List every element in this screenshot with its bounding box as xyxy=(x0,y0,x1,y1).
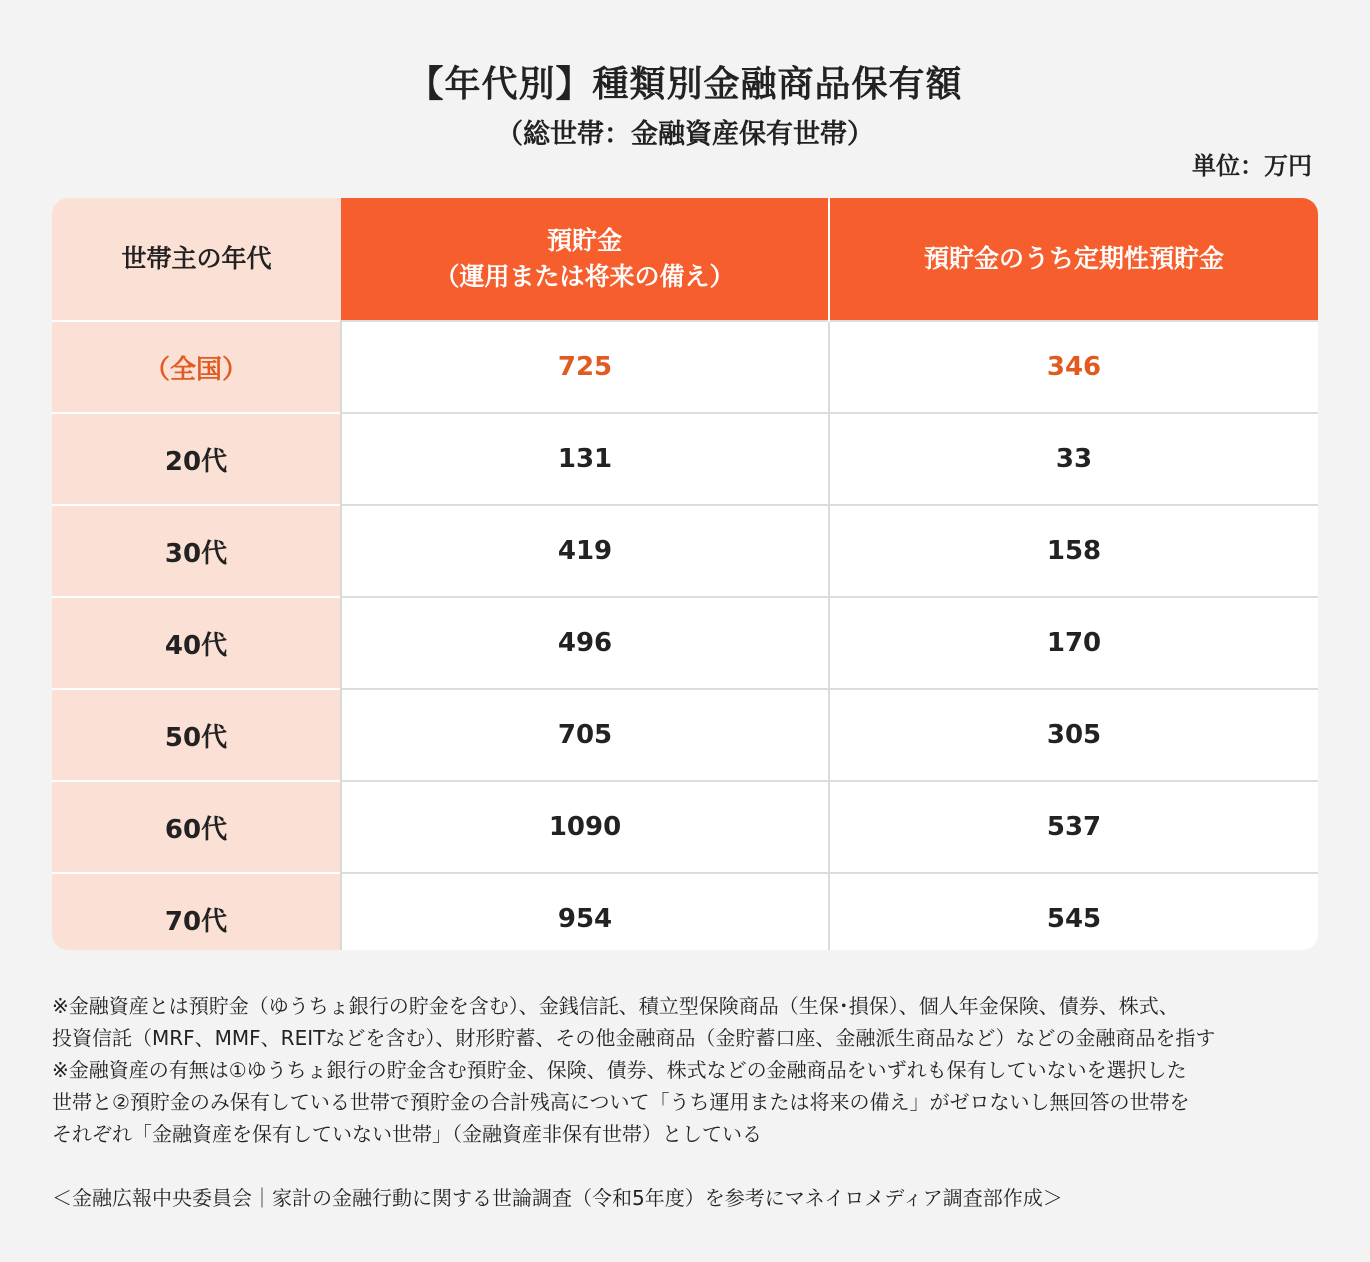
chart-subtitle: （総世帯：金融資産保有世帯） xyxy=(496,119,874,150)
time-deposits-cell: 305 xyxy=(829,689,1318,781)
unit-label: 単位：万円 xyxy=(1192,152,1312,180)
age-cell: 30代 xyxy=(52,505,341,597)
deposits-cell: 705 xyxy=(341,689,829,781)
deposits-cell: 1090 xyxy=(341,781,829,873)
deposits-cell: 131 xyxy=(341,413,829,505)
table-row-20s xyxy=(52,413,1318,505)
time-deposits-cell: 537 xyxy=(829,781,1318,873)
footnote-line: ※金融資産の有無は①ゆうちょ銀行の貯金含む預貯金、保険、債券、株式などの金融商品をいずれも保有していないを選択した xyxy=(52,1058,1187,1082)
header-deposits-label: 預貯金 xyxy=(546,226,622,255)
holdings-table-container xyxy=(52,198,1318,950)
table-row-60s xyxy=(52,781,1318,873)
footnote-line: 世帯と②預貯金のみ保有している世帯で預貯金の合計残高について「うち運用または将来の備え」がゼロないし無回答の世帯を xyxy=(52,1090,1190,1114)
time-deposits-cell: 170 xyxy=(829,597,1318,689)
footnotes xyxy=(52,990,1318,1150)
footnote-line: ※金融資産とは預貯金（ゆうちょ銀行の貯金を含む）、金銭信託、積立型保険商品（生保･損保）、個人年金保険、債券、株式、 xyxy=(52,994,1179,1018)
age-cell: 70代 xyxy=(52,873,341,950)
header-deposits xyxy=(341,198,829,321)
time-deposits-cell: 346 xyxy=(829,321,1318,413)
age-cell: 50代 xyxy=(52,689,341,781)
age-cell: （全国） xyxy=(52,321,341,413)
header-time-deposits xyxy=(829,198,1318,321)
table-header-row xyxy=(52,198,1318,321)
table-row-national xyxy=(52,321,1318,413)
table-row-50s xyxy=(52,689,1318,781)
deposits-cell: 496 xyxy=(341,597,829,689)
age-cell: 40代 xyxy=(52,597,341,689)
age-cell: 20代 xyxy=(52,413,341,505)
footnote-line: 投資信託（MRF、MMF、REITなどを含む）、財形貯蓄、その他金融商品（金貯蓄口座、金融派生商品など）などの金融商品を指す xyxy=(52,1026,1216,1050)
header-age xyxy=(52,198,341,321)
deposits-cell: 725 xyxy=(341,321,829,413)
source-credit: ＜金融広報中央委員会｜家計の金融行動に関する世論調査（令和5年度）を参考にマネイロメディア調査部作成＞ xyxy=(52,1186,1063,1210)
chart-title: 【年代別】種類別金融商品保有額 xyxy=(407,64,963,105)
age-cell: 60代 xyxy=(52,781,341,873)
time-deposits-cell: 158 xyxy=(829,505,1318,597)
time-deposits-cell: 33 xyxy=(829,413,1318,505)
table-row-40s xyxy=(52,597,1318,689)
table-row-30s xyxy=(52,505,1318,597)
deposits-cell: 954 xyxy=(341,873,829,950)
time-deposits-cell: 545 xyxy=(829,873,1318,950)
header-deposits-sublabel: （運用または将来の備え） xyxy=(434,262,735,291)
holdings-table xyxy=(52,198,1318,950)
deposits-cell: 419 xyxy=(341,505,829,597)
header-time-deposits-label: 預貯金のうち定期性預貯金 xyxy=(923,244,1224,273)
table-row-70s xyxy=(52,873,1318,950)
footnote-line: それぞれ「金融資産を保有していない世帯」（金融資産非保有世帯）としている xyxy=(52,1122,762,1146)
header-age-label: 世帯主の年代 xyxy=(121,244,272,273)
